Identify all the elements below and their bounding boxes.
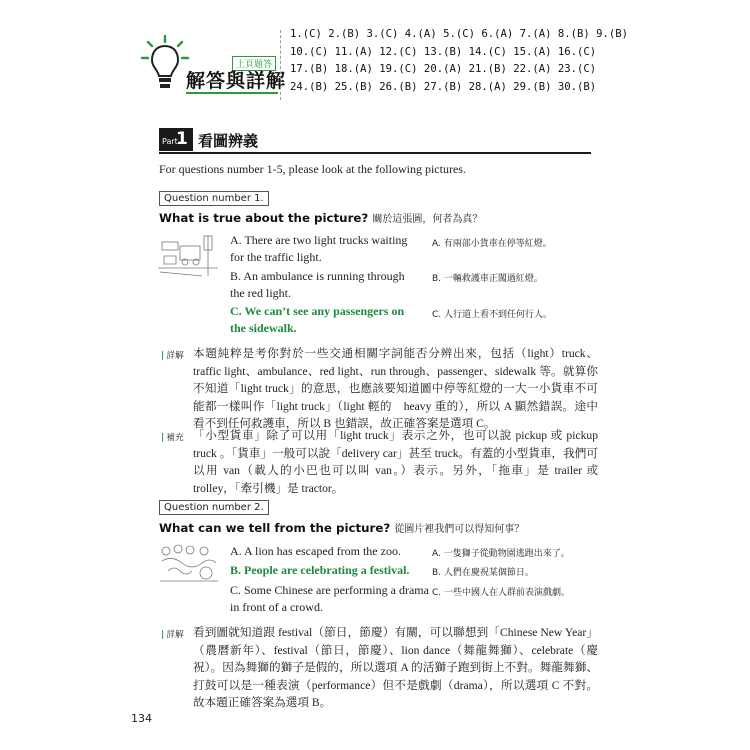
part-label: Part <box>162 137 178 146</box>
question-title-zh: 從圖片裡我們可以得知何事？ <box>394 524 525 535</box>
option-a-zh: A. 有兩部小貨車在停等紅燈。 <box>432 239 552 249</box>
option-b-zh: B. 一輛救護車正闖過紅燈。 <box>432 274 543 284</box>
answer-line: 17.(B) 18.(A) 19.(C) 20.(A) 21.(B) 22.(A) 23.(C) <box>290 63 597 76</box>
answer-key <box>290 26 628 96</box>
header-badge: 上頁題答 <box>232 56 276 71</box>
question-title <box>159 210 482 225</box>
option-c-zh: C. 人行道上看不到任何行人。 <box>432 310 553 320</box>
option-c-zh: C. 一些中國人在人群前表演戲劇。 <box>432 588 571 598</box>
option-a: A. A lion has escaped from the zoo. <box>230 544 401 558</box>
title-underline <box>186 92 278 94</box>
option-c: C. Some Chinese are performing a drama in front of a crowd. <box>230 583 429 614</box>
answer-line: 1.(C) 2.(B) 3.(C) 4.(A) 5.(C) 6.(A) 7.(A) 8.(B) 9.(B) <box>290 28 629 40</box>
answer-line: 10.(C) 11.(A) 12.(C) 13.(B) 14.(C) 15.(A) 16.(C) <box>290 45 597 58</box>
page-number: 134 <box>131 712 152 725</box>
part-title: 看圖辨義 <box>198 132 259 150</box>
part-number: 1 <box>176 129 188 149</box>
page-title: 解答與詳解 <box>186 70 287 92</box>
answer-line: 24.(B) 25.(B) 26.(B) 27.(B) 28.(A) 29.(B) 30.(B) <box>290 80 597 93</box>
supplement-tag: | 補充 <box>161 430 184 443</box>
traffic-picture <box>158 232 218 278</box>
festival-picture <box>158 541 220 585</box>
part-badge <box>159 128 193 151</box>
option-a-zh: A. 一隻獅子從動物園逃跑出來了。 <box>432 549 570 559</box>
question-label: Question number 2. <box>159 500 269 515</box>
question-title-zh: 關於這張圖，何者為真？ <box>372 214 483 225</box>
option-b-zh: B. 人們在慶祝某個節日。 <box>432 568 534 578</box>
question-label: Question number 1. <box>159 191 269 206</box>
explanation-tag: | 詳解 <box>161 348 184 361</box>
option-a: A. There are two light trucks waiting for the traffic light. <box>230 233 408 264</box>
lightbulb-icon <box>140 34 190 92</box>
explanation-tag: | 詳解 <box>161 627 184 640</box>
question-title-en: What can we tell from the picture? <box>159 521 391 535</box>
supplement-text: 「小型貨車」除了可以用「light truck」表示之外，也可以說 pickup 或 pickup truck 。「貨車」一般可以說「delivery car」甚至 truck。有蓋的小型貨車，我們可以用 van（載人的小巴也可以叫 van。）表示。另外，「拖車」是 trailer 或 trolley，「牽引機」是 tractor。 <box>193 429 598 495</box>
question-title <box>159 520 524 535</box>
option-c-correct: C. We can’t see any passengers on the sidewalk. <box>230 304 405 335</box>
intro-text: For questions number 1-5, please look at the following pictures. <box>159 162 466 176</box>
explanation-text: 本題純粹是考你對於一些交通相關字詞能否分辨出來，包括（light）truck、traffic light、ambulance、red light、run through、passenger、sidewalk 等。就算你不知道「light truck」的意思，也應該要知道圖中停等紅燈的一大一小貨車不可能都一樣叫作「light truck」（light 輕的 heavy 重的），所以 A 顯然錯誤。途中看不到任何救護車，所以 B 也錯誤，故正確答案是選項 C。 <box>193 347 598 430</box>
answers-divider <box>280 30 281 100</box>
option-b-correct: B. People are celebrating a festival. <box>230 563 410 577</box>
part-rule <box>159 152 591 154</box>
option-b: B. An ambulance is running through the red light. <box>230 269 405 300</box>
question-title-en: What is true about the picture? <box>159 211 369 225</box>
explanation-text: 看到圖就知道跟 festival（節日，節慶）有關，可以聯想到「Chinese New Year」（農曆新年）、festival（節日，節慶）、lion dance（舞龍舞獅）、celebrate（慶祝）。因為舞獅的獅子是假的，所以選項 A 的活獅子跑到街上不對。舞龍舞獅、打鼓可以是一種表演（performance）但不是戲劇（drama），所以選項 C 不對。故本題正確答案為選項 B。 <box>193 626 598 709</box>
